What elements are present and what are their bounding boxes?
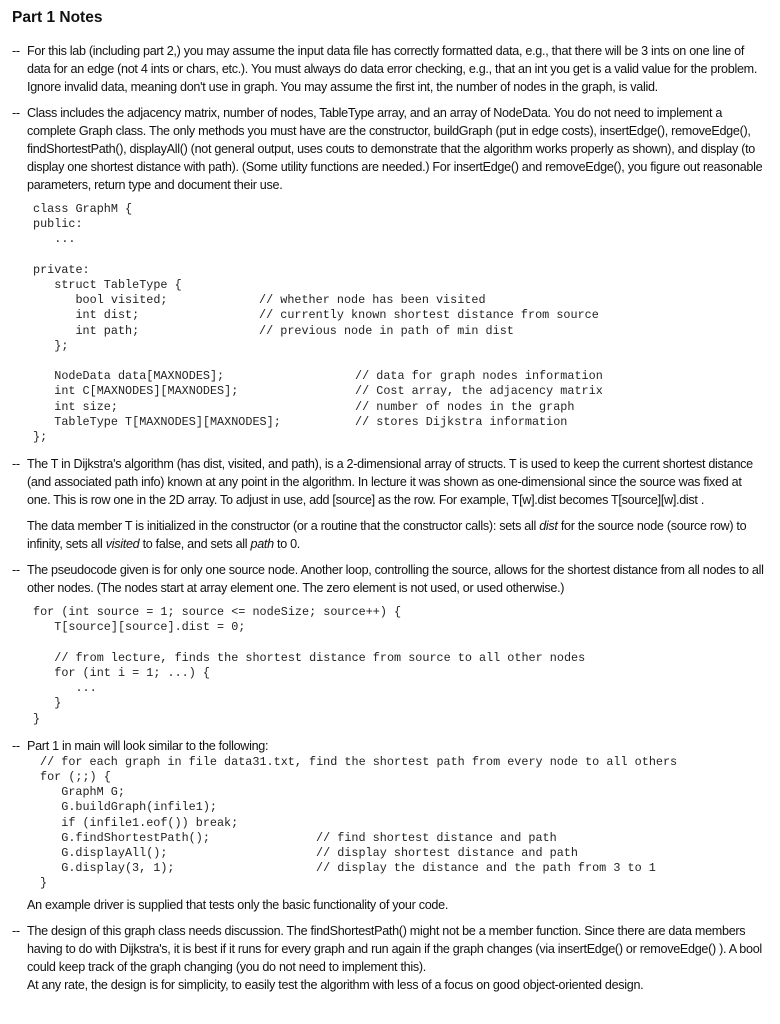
note-text: The T in Dijkstra's algorithm (has dist, visited, and path), is a 2-dimensional array of structs. T is used to keep the current shortest distance (and associated path info) known at any point in the algorithm. In lecture it was shown as one-dimensional since the source was fixed at one. This is row one in the 2D array. To adjust in use, add [source] as the row. For example, T[w].dist becomes T[source][w].dist . xyxy=(27,457,753,508)
code-text: class GraphM { xyxy=(33,202,133,216)
italic-term: dist xyxy=(539,519,558,534)
code-text: } xyxy=(33,696,62,711)
code-comment: // display shortest distance and path xyxy=(316,846,578,861)
code-text: GraphM G; xyxy=(40,785,125,800)
code-line xyxy=(40,861,770,876)
code-line xyxy=(33,263,770,278)
code-text: for (;;) { xyxy=(40,770,111,785)
code-text: // from lecture, finds the shortest distance from source to all other nodes xyxy=(33,650,586,665)
code-comment: // previous node in path of min dist xyxy=(259,323,514,338)
code-line xyxy=(33,696,770,711)
code-text: int path; xyxy=(33,323,140,338)
code-line xyxy=(40,876,770,891)
code-line xyxy=(33,400,770,415)
code-line xyxy=(33,384,770,399)
code-line xyxy=(33,354,770,369)
code-text: }; xyxy=(33,430,48,445)
code-block-main xyxy=(40,755,770,892)
code-text: bool visited; xyxy=(33,293,168,308)
code-text: G.displayAll(); xyxy=(40,846,168,861)
code-comment: // stores Dijkstra information xyxy=(355,414,568,429)
code-text: TableType T[MAXNODES][MAXNODES]; xyxy=(33,414,281,429)
code-line xyxy=(33,651,770,666)
code-line xyxy=(40,800,770,815)
code-text: int dist; xyxy=(33,308,140,323)
code-line xyxy=(33,620,770,635)
code-line xyxy=(33,415,770,430)
code-text: struct TableType { xyxy=(33,278,182,292)
code-line xyxy=(33,278,770,293)
code-line xyxy=(33,712,770,727)
bullet-dash: -- xyxy=(12,923,20,938)
note-main xyxy=(12,737,765,755)
code-line xyxy=(40,755,770,770)
note-dijkstra-table xyxy=(12,455,765,509)
code-line xyxy=(40,816,770,831)
code-line xyxy=(33,605,770,620)
code-line xyxy=(33,324,770,339)
bullet-dash: -- xyxy=(12,457,20,472)
code-text: for (int i = 1; ...) { xyxy=(33,666,210,681)
italic-term: path xyxy=(250,537,274,552)
text: for the source node (source row) to infinity, sets all xyxy=(27,519,747,552)
note-text: For this lab (including part 2,) you may assume the input data file has correctly formatted data, e.g., that there will be 3 ints on one line of data for an edge (not 4 ints or chars, etc.). You must always do data error checking, e.g., that an int you get is a valid value for the problem. Ignore invalid data, meaning don't use in graph. You may assume the first int, the number of nodes in the graph, is valid. xyxy=(27,44,758,94)
code-text: int C[MAXNODES][MAXNODES]; xyxy=(33,384,239,399)
code-text: for (int source = 1; source <= nodeSize; source++) { xyxy=(33,605,402,620)
code-comment: // data for graph nodes information xyxy=(355,369,603,384)
code-text: G.display(3, 1); xyxy=(40,861,175,876)
code-line xyxy=(33,666,770,681)
code-line xyxy=(33,202,770,217)
code-text: NodeData data[MAXNODES]; xyxy=(33,369,225,384)
code-comment: // display the distance and the path from 3 to 1 xyxy=(316,861,656,876)
code-text: T[source][source].dist = 0; xyxy=(33,620,246,635)
italic-term: visited xyxy=(105,537,140,552)
code-text: }; xyxy=(33,338,69,353)
note-text: Class includes the adjacency matrix, number of nodes, TableType array, and an array of NodeData. You do not need to implement a complete Graph class. The only methods you must have are the constructor, buildGraph (put in edge costs), insertEdge(), removeEdge(), findShortestPath(), displayAll() (not general output, uses couts to demonstrate that the algorithm works properly as shown), and display (to display one shortest distance with path). (Some utility functions are needed.) For insertEdge() and removeEdge(), you figure out reasonable parameters, return type and document their use. xyxy=(27,106,763,192)
bullet-dash: -- xyxy=(12,563,20,578)
bullet-dash: -- xyxy=(12,738,20,753)
text: The data member T is initialized in the constructor (or a routine that the constructor calls): sets all xyxy=(27,519,540,534)
code-text: ... xyxy=(33,232,76,247)
code-text: G.buildGraph(infile1); xyxy=(40,800,217,815)
page-title: Part 1 Notes xyxy=(12,9,103,26)
note-driver xyxy=(27,896,765,914)
note-text: At any rate, the design is for simplicity, to easily test the algorithm with less of a focus on good object-oriented design. xyxy=(27,977,644,992)
code-line xyxy=(33,369,770,384)
code-comment: // find shortest distance and path xyxy=(316,830,557,845)
bullet-dash: -- xyxy=(12,44,20,58)
code-comment: // Cost array, the adjacency matrix xyxy=(355,384,603,399)
code-text: } xyxy=(40,876,48,891)
code-text: } xyxy=(33,711,41,726)
code-line xyxy=(33,339,770,354)
code-line xyxy=(33,217,770,232)
code-text: int size; xyxy=(33,399,118,414)
code-text: if (infile1.eof()) break; xyxy=(40,815,239,830)
code-text: G.findShortestPath(); xyxy=(40,830,210,845)
code-line xyxy=(40,770,770,785)
code-line xyxy=(33,430,770,445)
code-line xyxy=(33,636,770,651)
note-design xyxy=(12,922,765,994)
code-block-class-definition xyxy=(33,202,770,445)
code-line xyxy=(33,293,770,308)
text: to false, and sets all xyxy=(139,537,251,552)
code-text: private: xyxy=(33,262,90,277)
note-pseudocode xyxy=(12,561,765,597)
code-comment: // currently known shortest distance from source xyxy=(259,308,599,323)
code-line xyxy=(33,232,770,247)
note-initialization xyxy=(27,517,765,553)
code-line xyxy=(33,248,770,263)
text: to 0. xyxy=(273,537,301,552)
note-text: The pseudocode given is for only one source node. Another loop, controlling the source, allows for the shortest distance from all nodes to all other nodes. (The nodes start at array element one. The zero element is not used, or used otherwise.) xyxy=(27,563,764,596)
note-class-contents xyxy=(12,104,765,194)
code-text: ... xyxy=(33,681,97,696)
code-comment: // whether node has been visited xyxy=(259,293,486,308)
code-line xyxy=(33,681,770,696)
code-text: // for each graph in file data31.txt, find the shortest path from every node to all others xyxy=(40,754,678,769)
code-line xyxy=(40,846,770,861)
note-input-data xyxy=(12,42,765,96)
note-text: The design of this graph class needs discussion. The findShortestPath() might not be a member function. Since there are data members having to do with Dijkstra's, it is best if it runs for every graph and run again if the graph changes (via insertEdge() or removeEdge() ). A bool could keep track of the graph changing (you do not need to implement this). xyxy=(27,923,762,974)
code-block-source-loop xyxy=(33,605,770,727)
note-text: Part 1 in main will look similar to the following: xyxy=(27,738,269,753)
code-line xyxy=(40,831,770,846)
code-text: public: xyxy=(33,217,83,232)
code-line xyxy=(40,785,770,800)
bullet-dash: -- xyxy=(12,106,20,120)
code-comment: // number of nodes in the graph xyxy=(355,399,575,414)
code-line xyxy=(33,308,770,323)
note-text: An example driver is supplied that tests only the basic functionality of your code. xyxy=(27,897,449,912)
